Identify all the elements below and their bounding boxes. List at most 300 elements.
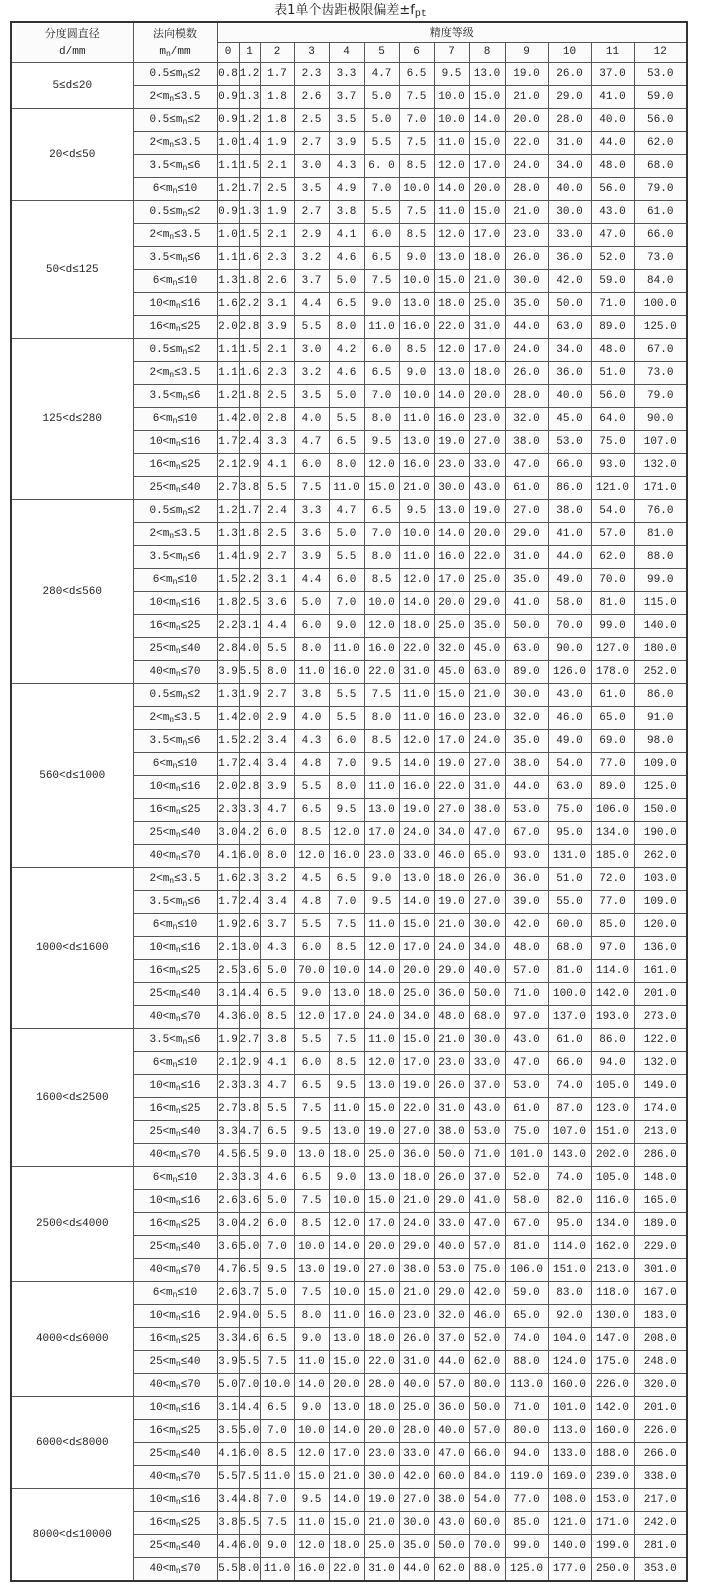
module-subscript: n	[175, 1015, 181, 1024]
deviation-value-grade-7: 19.0	[434, 891, 469, 914]
grade-header-12: 12	[634, 43, 687, 63]
diameter-range: 1600<d≤2500	[11, 1029, 133, 1167]
deviation-value-grade-2: 4.1	[260, 454, 294, 477]
deviation-value-grade-11: 175.0	[591, 1351, 634, 1374]
deviation-value-grade-5: 8.5	[364, 569, 399, 592]
module-lower: 40<	[149, 1379, 170, 1391]
module-subscript: n	[175, 1107, 181, 1116]
deviation-value-grade-2: 1.8	[260, 109, 294, 132]
deviation-value-grade-9: 65.0	[505, 1305, 548, 1328]
deviation-value-grade-10: 169.0	[548, 1466, 591, 1489]
deviation-value-grade-5: 7.0	[364, 385, 399, 408]
deviation-value-grade-10: 131.0	[548, 845, 591, 868]
module-range	[133, 362, 217, 385]
deviation-value-grade-3: 5.5	[294, 776, 329, 799]
grade-header-4: 4	[329, 43, 364, 63]
deviation-value-grade-7: 16.0	[434, 546, 469, 569]
deviation-value-grade-7: 23.0	[434, 454, 469, 477]
deviation-value-grade-12: 190.0	[634, 822, 687, 845]
module-lower: 2<	[149, 873, 163, 885]
module-subscript: n	[182, 509, 188, 518]
module-range	[133, 155, 217, 178]
module-upper: ≤6	[187, 390, 201, 402]
deviation-value-grade-12: 91.0	[634, 707, 687, 730]
deviation-value-grade-0: 2.0	[217, 316, 239, 339]
deviation-value-grade-12: 189.0	[634, 1213, 687, 1236]
deviation-value-grade-5: 5.5	[364, 201, 399, 224]
deviation-value-grade-9: 28.0	[505, 385, 548, 408]
module-lower: 10<	[149, 597, 170, 609]
module-symbol: m	[169, 988, 176, 1000]
module-subscript: n	[175, 1268, 181, 1277]
deviation-value-grade-9: 97.0	[505, 1006, 548, 1029]
deviation-value-grade-8: 40.0	[469, 960, 505, 983]
table-row	[11, 500, 687, 523]
deviation-value-grade-2: 5.0	[260, 1190, 294, 1213]
deviation-value-grade-8: 37.0	[469, 1075, 505, 1098]
deviation-value-grade-3: 11.0	[294, 661, 329, 684]
deviation-value-grade-0: 0.9	[217, 86, 239, 109]
deviation-value-grade-9: 39.0	[505, 891, 548, 914]
deviation-value-grade-9: 26.0	[505, 362, 548, 385]
deviation-value-grade-5: 21.0	[364, 1512, 399, 1535]
module-lower: 25<	[149, 643, 170, 655]
module-subscript: n	[172, 187, 178, 196]
module-range	[133, 270, 217, 293]
deviation-value-grade-4: 6.5	[329, 293, 364, 316]
deviation-value-grade-2: 9.5	[260, 1259, 294, 1282]
module-symbol: m	[169, 1149, 176, 1161]
module-lower: 6<	[152, 183, 166, 195]
deviation-value-grade-8: 68.0	[469, 1006, 505, 1029]
module-upper: ≤2	[187, 505, 201, 517]
module-subscript: n	[175, 440, 181, 449]
module-lower: 40<	[149, 1471, 170, 1483]
deviation-value-grade-11: 37.0	[591, 63, 634, 86]
table-row	[11, 1167, 687, 1190]
deviation-value-grade-4: 17.0	[329, 1443, 364, 1466]
deviation-value-grade-7: 46.0	[434, 845, 469, 868]
deviation-value-grade-6: 7.5	[399, 201, 434, 224]
deviation-value-grade-11: 199.0	[591, 1535, 634, 1558]
table-body	[11, 63, 687, 1582]
deviation-value-grade-1: 1.7	[239, 500, 260, 523]
deviation-value-grade-10: 53.0	[548, 431, 591, 454]
deviation-value-grade-2: 4.6	[260, 1167, 294, 1190]
deviation-value-grade-9: 77.0	[505, 1489, 548, 1512]
deviation-value-grade-3: 70.0	[294, 960, 329, 983]
module-upper: ≤25	[180, 965, 201, 977]
deviation-value-grade-0: 4.5	[217, 1144, 239, 1167]
deviation-value-grade-2: 2.7	[260, 546, 294, 569]
deviation-value-grade-3: 5.5	[294, 914, 329, 937]
module-lower: 16<	[149, 459, 170, 471]
deviation-value-grade-5: 11.0	[364, 316, 399, 339]
header-module-unit	[134, 43, 217, 62]
module-lower: 16<	[149, 1218, 170, 1230]
deviation-value-grade-10: 70.0	[548, 615, 591, 638]
deviation-value-grade-1: 3.6	[239, 960, 260, 983]
module-lower: 25<	[149, 1540, 170, 1552]
deviation-value-grade-0: 2.3	[217, 1167, 239, 1190]
deviation-value-grade-8: 20.0	[469, 523, 505, 546]
module-upper: ≤3.5	[174, 367, 201, 379]
deviation-value-grade-0: 2.3	[217, 799, 239, 822]
deviation-value-grade-6: 16.0	[399, 454, 434, 477]
deviation-value-grade-9: 58.0	[505, 1190, 548, 1213]
deviation-value-grade-8: 30.0	[469, 914, 505, 937]
module-lower: 0.5≤	[149, 68, 176, 80]
deviation-value-grade-8: 84.0	[469, 1466, 505, 1489]
module-lower: 16<	[149, 620, 170, 632]
deviation-value-grade-6: 11.0	[399, 707, 434, 730]
deviation-value-grade-11: 48.0	[591, 155, 634, 178]
deviation-value-grade-12: 81.0	[634, 523, 687, 546]
header-diameter-unit: d/mm	[59, 45, 86, 58]
deviation-value-grade-10: 38.0	[548, 500, 591, 523]
module-upper: ≤70	[180, 1149, 201, 1161]
module-subscript: n	[175, 1130, 181, 1139]
deviation-value-grade-5: 9.5	[364, 891, 399, 914]
deviation-value-grade-1: 6.0	[239, 1535, 260, 1558]
module-symbol: m	[169, 597, 176, 609]
deviation-value-grade-11: 40.0	[591, 109, 634, 132]
deviation-value-grade-5: 11.0	[364, 914, 399, 937]
deviation-value-grade-9: 106.0	[505, 1259, 548, 1282]
deviation-value-grade-2: 1.9	[260, 132, 294, 155]
deviation-value-grade-9: 59.0	[505, 1282, 548, 1305]
deviation-value-grade-6: 28.0	[399, 1420, 434, 1443]
diameter-range: 2500<d≤4000	[11, 1167, 133, 1282]
table-title	[0, 2, 701, 20]
deviation-value-grade-4: 8.0	[329, 316, 364, 339]
deviation-value-grade-5: 15.0	[364, 1282, 399, 1305]
deviation-value-grade-8: 15.0	[469, 132, 505, 155]
deviation-value-grade-8: 27.0	[469, 753, 505, 776]
deviation-value-grade-11: 51.0	[591, 362, 634, 385]
deviation-value-grade-12: 98.0	[634, 730, 687, 753]
deviation-value-grade-5: 5.0	[364, 86, 399, 109]
deviation-value-grade-11: 142.0	[591, 1397, 634, 1420]
deviation-value-grade-1: 2.4	[239, 891, 260, 914]
module-range	[133, 454, 217, 477]
deviation-value-grade-3: 6.5	[294, 1075, 329, 1098]
deviation-value-grade-4: 3.9	[329, 132, 364, 155]
deviation-value-grade-5: 9.0	[364, 868, 399, 891]
deviation-value-grade-6: 6.5	[399, 63, 434, 86]
deviation-value-grade-5: 18.0	[364, 1397, 399, 1420]
deviation-value-grade-6: 25.0	[399, 983, 434, 1006]
module-subscript: n	[175, 486, 181, 495]
deviation-value-grade-6: 13.0	[399, 431, 434, 454]
module-upper: ≤25	[180, 1333, 201, 1345]
module-subscript: n	[175, 647, 181, 656]
deviation-value-grade-1: 3.8	[239, 1098, 260, 1121]
deviation-value-grade-11: 178.0	[591, 661, 634, 684]
deviation-value-grade-0: 1.3	[217, 270, 239, 293]
deviation-value-grade-9: 23.0	[505, 224, 548, 247]
deviation-value-grade-0: 0.8	[217, 63, 239, 86]
deviation-value-grade-2: 3.9	[260, 776, 294, 799]
table-row	[11, 201, 687, 224]
deviation-value-grade-2: 5.5	[260, 1305, 294, 1328]
deviation-value-grade-12: 213.0	[634, 1121, 687, 1144]
deviation-value-grade-0: 2.2	[217, 615, 239, 638]
module-lower: 3.5<	[149, 252, 176, 264]
deviation-value-grade-8: 27.0	[469, 891, 505, 914]
deviation-value-grade-4: 11.0	[329, 1305, 364, 1328]
deviation-value-grade-10: 54.0	[548, 753, 591, 776]
deviation-value-grade-9: 32.0	[505, 408, 548, 431]
deviation-value-grade-12: 183.0	[634, 1305, 687, 1328]
deviation-value-grade-2: 9.0	[260, 1144, 294, 1167]
module-unit: /mm	[170, 45, 191, 58]
deviation-value-grade-8: 19.0	[469, 500, 505, 523]
deviation-value-grade-7: 14.0	[434, 385, 469, 408]
deviation-value-grade-3: 8.5	[294, 1213, 329, 1236]
module-subscript: n	[175, 624, 181, 633]
deviation-value-grade-2: 7.0	[260, 1489, 294, 1512]
deviation-value-grade-3: 10.0	[294, 1420, 329, 1443]
deviation-value-grade-2: 8.0	[260, 661, 294, 684]
deviation-value-grade-11: 193.0	[591, 1006, 634, 1029]
deviation-value-grade-10: 124.0	[548, 1351, 591, 1374]
deviation-value-grade-9: 35.0	[505, 569, 548, 592]
deviation-value-grade-1: 1.7	[239, 178, 260, 201]
grade-header-7: 7	[434, 43, 469, 63]
module-upper: ≤16	[180, 1080, 201, 1092]
deviation-value-grade-2: 3.6	[260, 592, 294, 615]
module-subscript: n	[175, 969, 181, 978]
deviation-value-grade-4: 18.0	[329, 1535, 364, 1558]
deviation-value-grade-0: 1.2	[217, 178, 239, 201]
deviation-value-grade-6: 14.0	[399, 753, 434, 776]
grade-header-8: 8	[469, 43, 505, 63]
deviation-value-grade-9: 75.0	[505, 1121, 548, 1144]
module-symbol: m	[169, 965, 176, 977]
deviation-value-grade-10: 55.0	[548, 891, 591, 914]
module-range	[133, 937, 217, 960]
deviation-value-grade-3: 12.0	[294, 1535, 329, 1558]
deviation-value-grade-10: 74.0	[548, 1167, 591, 1190]
module-symbol: m	[169, 1011, 176, 1023]
module-lower: 2<	[149, 712, 163, 724]
deviation-value-grade-1: 2.5	[239, 592, 260, 615]
deviation-value-grade-3: 2.9	[294, 224, 329, 247]
deviation-value-grade-12: 90.0	[634, 408, 687, 431]
deviation-value-grade-1: 2.2	[239, 730, 260, 753]
deviation-value-grade-12: 180.0	[634, 638, 687, 661]
deviation-value-grade-1: 5.5	[239, 661, 260, 684]
deviation-value-grade-5: 6.0	[364, 224, 399, 247]
deviation-value-grade-8: 33.0	[469, 454, 505, 477]
deviation-value-grade-8: 43.0	[469, 1098, 505, 1121]
deviation-value-grade-7: 19.0	[434, 753, 469, 776]
deviation-value-grade-6: 23.0	[399, 1305, 434, 1328]
deviation-value-grade-5: 20.0	[364, 1236, 399, 1259]
deviation-value-grade-9: 71.0	[505, 983, 548, 1006]
deviation-value-grade-0: 3.1	[217, 1397, 239, 1420]
deviation-value-grade-7: 34.0	[434, 822, 469, 845]
deviation-value-grade-12: 59.0	[634, 86, 687, 109]
module-upper: ≤70	[180, 666, 201, 678]
deviation-value-grade-9: 74.0	[505, 1328, 548, 1351]
module-upper: ≤70	[180, 1011, 201, 1023]
diameter-range: 4000<d≤6000	[11, 1282, 133, 1397]
deviation-value-grade-12: 109.0	[634, 753, 687, 776]
module-range	[133, 707, 217, 730]
deviation-value-grade-4: 14.0	[329, 1420, 364, 1443]
deviation-value-grade-8: 20.0	[469, 178, 505, 201]
deviation-value-grade-2: 5.5	[260, 1098, 294, 1121]
deviation-value-grade-2: 10.0	[260, 1374, 294, 1397]
deviation-value-grade-8: 88.0	[469, 1558, 505, 1582]
deviation-value-grade-2: 2.5	[260, 178, 294, 201]
deviation-value-grade-4: 5.0	[329, 385, 364, 408]
deviation-value-grade-8: 50.0	[469, 983, 505, 1006]
module-lower: 0.5≤	[149, 344, 176, 356]
deviation-value-grade-3: 4.0	[294, 408, 329, 431]
deviation-value-grade-9: 44.0	[505, 776, 548, 799]
module-symbol: m	[169, 850, 176, 862]
deviation-value-grade-6: 42.0	[399, 1466, 434, 1489]
module-symbol: m	[175, 344, 183, 356]
deviation-value-grade-0: 4.4	[217, 1535, 239, 1558]
deviation-value-grade-10: 42.0	[548, 270, 591, 293]
deviation-value-grade-5: 22.0	[364, 1351, 399, 1374]
deviation-value-grade-2: 8.5	[260, 1006, 294, 1029]
module-range	[133, 592, 217, 615]
deviation-value-grade-2: 5.0	[260, 1282, 294, 1305]
deviation-value-grade-12: 281.0	[634, 1535, 687, 1558]
deviation-value-grade-2: 4.7	[260, 799, 294, 822]
deviation-value-grade-0: 1.6	[217, 868, 239, 891]
deviation-value-grade-1: 1.6	[239, 247, 260, 270]
deviation-value-grade-7: 47.0	[434, 1443, 469, 1466]
deviation-value-grade-2: 2.3	[260, 362, 294, 385]
module-upper: ≤3.5	[174, 528, 201, 540]
deviation-value-grade-2: 2.9	[260, 707, 294, 730]
deviation-value-grade-6: 17.0	[399, 937, 434, 960]
deviation-value-grade-3: 2.7	[294, 201, 329, 224]
deviation-value-grade-6: 31.0	[399, 661, 434, 684]
module-range	[133, 753, 217, 776]
deviation-value-grade-7: 57.0	[434, 1374, 469, 1397]
deviation-value-grade-5: 12.0	[364, 454, 399, 477]
deviation-value-grade-8: 45.0	[469, 638, 505, 661]
module-lower: 10<	[149, 1494, 170, 1506]
deviation-value-grade-6: 12.0	[399, 730, 434, 753]
module-subscript: n	[175, 1360, 181, 1369]
module-subscript: n	[169, 233, 175, 242]
deviation-value-grade-4: 5.0	[329, 270, 364, 293]
module-symbol: m	[169, 1517, 176, 1529]
deviation-value-grade-8: 75.0	[469, 1259, 505, 1282]
deviation-value-grade-11: 48.0	[591, 339, 634, 362]
module-subscript: n	[175, 808, 181, 817]
deviation-value-grade-7: 38.0	[434, 1121, 469, 1144]
deviation-value-grade-12: 150.0	[634, 799, 687, 822]
deviation-value-grade-1: 5.5	[239, 1512, 260, 1535]
deviation-value-grade-7: 16.0	[434, 408, 469, 431]
deviation-value-grade-2: 3.8	[260, 1029, 294, 1052]
module-subscript: n	[182, 348, 188, 357]
module-upper: ≤16	[180, 1310, 201, 1322]
module-symbol: m	[162, 873, 170, 885]
deviation-value-grade-4: 18.0	[329, 1144, 364, 1167]
deviation-value-grade-8: 80.0	[469, 1374, 505, 1397]
deviation-value-grade-3: 2.7	[294, 132, 329, 155]
module-upper: ≤40	[180, 1126, 201, 1138]
module-symbol: m	[165, 183, 173, 195]
deviation-value-grade-0: 1.7	[217, 431, 239, 454]
deviation-value-grade-7: 26.0	[434, 1075, 469, 1098]
deviation-value-grade-12: 62.0	[634, 132, 687, 155]
deviation-value-grade-11: 71.0	[591, 293, 634, 316]
deviation-value-grade-10: 36.0	[548, 362, 591, 385]
deviation-value-grade-5: 9.5	[364, 753, 399, 776]
deviation-value-grade-10: 50.0	[548, 293, 591, 316]
module-upper: ≤6	[187, 735, 201, 747]
deviation-value-grade-4: 9.5	[329, 799, 364, 822]
deviation-value-grade-7: 37.0	[434, 1328, 469, 1351]
deviation-value-grade-7: 29.0	[434, 1282, 469, 1305]
module-symbol: m	[165, 919, 173, 931]
deviation-value-grade-8: 47.0	[469, 822, 505, 845]
deviation-value-grade-8: 21.0	[469, 270, 505, 293]
deviation-value-grade-8: 57.0	[469, 1236, 505, 1259]
deviation-value-grade-5: 7.5	[364, 270, 399, 293]
deviation-value-grade-1: 1.2	[239, 109, 260, 132]
deviation-value-grade-8: 63.0	[469, 661, 505, 684]
deviation-value-grade-6: 8.5	[399, 224, 434, 247]
deviation-value-grade-8: 38.0	[469, 799, 505, 822]
deviation-value-grade-4: 3.8	[329, 201, 364, 224]
module-subscript: n	[172, 1176, 178, 1185]
deviation-value-grade-7: 15.0	[434, 684, 469, 707]
deviation-value-grade-4: 9.0	[329, 615, 364, 638]
deviation-value-grade-4: 12.0	[329, 822, 364, 845]
deviation-value-grade-7: 22.0	[434, 316, 469, 339]
deviation-value-grade-9: 21.0	[505, 86, 548, 109]
deviation-value-grade-7: 31.0	[434, 1098, 469, 1121]
module-subscript: n	[175, 1245, 181, 1254]
deviation-value-grade-12: 201.0	[634, 1397, 687, 1420]
module-symbol: m	[169, 827, 176, 839]
deviation-value-grade-10: 66.0	[548, 454, 591, 477]
module-range	[133, 109, 217, 132]
deviation-value-grade-3: 10.0	[294, 1236, 329, 1259]
deviation-value-grade-12: 353.0	[634, 1558, 687, 1582]
module-upper: ≤40	[180, 827, 201, 839]
deviation-value-grade-12: 56.0	[634, 109, 687, 132]
module-upper: ≤40	[180, 1241, 201, 1253]
deviation-value-grade-12: 79.0	[634, 385, 687, 408]
deviation-value-grade-1: 2.2	[239, 293, 260, 316]
deviation-value-grade-10: 61.0	[548, 1029, 591, 1052]
module-range	[133, 615, 217, 638]
module-symbol: m	[169, 1563, 176, 1575]
deviation-value-grade-9: 61.0	[505, 1098, 548, 1121]
module-symbol: m	[169, 1448, 176, 1460]
deviation-value-grade-1: 2.0	[239, 408, 260, 431]
deviation-value-grade-9: 101.0	[505, 1144, 548, 1167]
deviation-value-grade-12: 100.0	[634, 293, 687, 316]
deviation-value-grade-11: 134.0	[591, 822, 634, 845]
module-symbol: m	[169, 1425, 176, 1437]
deviation-value-grade-12: 73.0	[634, 362, 687, 385]
module-symbol: m	[175, 390, 183, 402]
